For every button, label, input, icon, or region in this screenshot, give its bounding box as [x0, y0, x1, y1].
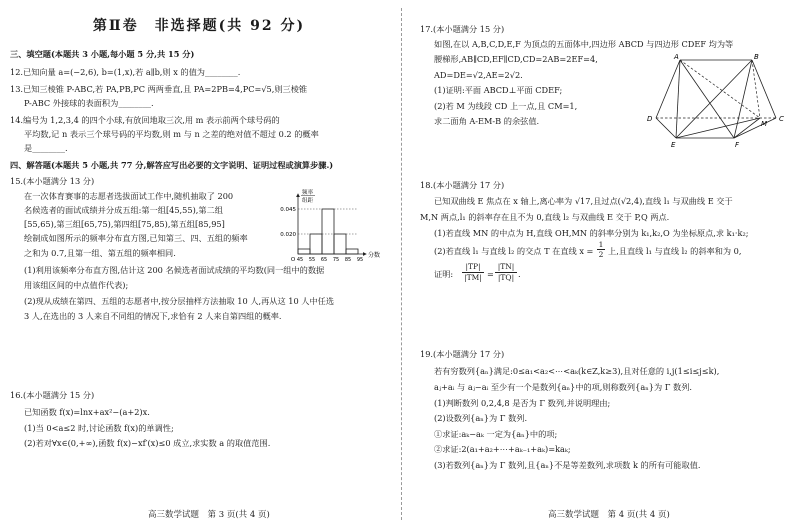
question-17-line6: 求二面角 A-EM-B 的余弦值. [434, 116, 540, 126]
question-15-line5: 之和为 0.7,且第一组、第五组的频率相同. [24, 248, 176, 258]
question-16-header: 16.(本小题满分 15 分) [10, 390, 95, 400]
question-18-line5-end: . [518, 269, 521, 279]
label-E: E [671, 141, 676, 149]
footer-right: 高三数学试题 第 4 页(共 4 页) [548, 510, 670, 520]
question-17-line1: 如图,在以 A,B,C,D,E,F 为顶点的五面体中,四边形 ABCD 与四边形 CDEF 均为等 [434, 39, 734, 49]
question-13-line1: 13.已知三棱锥 P-ABC,若 PA,PB,PC 两两垂直,且 PA=2PB=4,PC=√5,则三棱锥 [10, 84, 308, 94]
page-divider [401, 8, 402, 520]
x-axis-label: 分数 [368, 252, 381, 259]
question-19-line3: (1)判断数列 0,2,4,8 是否为 Γ 数列,并说明理由; [434, 398, 611, 408]
question-17-header: 17.(本小题满分 15 分) [420, 24, 505, 34]
question-18-line4-end: 上,且直线 l₁ 与直线 l₂ 的斜率和为 0, [608, 246, 742, 256]
origin-label: O [290, 257, 296, 263]
frequency-histogram [272, 188, 381, 266]
fraction-denominator: 2 [598, 250, 604, 259]
question-16-line2: (1)当 0<a≤2 时,讨论函数 f(x)的单调性; [24, 423, 174, 433]
question-19-line1: 若有穷数列{aₙ}满足:0≤a₁<a₂<⋯<aₖ(k∈Z,k≥3),且对任意的 i,j(1≤i≤j≤k), [434, 366, 720, 376]
x-tick-label: 65 [320, 257, 328, 263]
fill-in-section-header: 三、填空题(本题共 3 小题,每小题 5 分,共 15 分) [10, 49, 195, 59]
label-M: M [761, 120, 768, 128]
question-19-line5: ①求证:aₖ−aₖ 一定为{aₙ}中的项; [434, 429, 558, 439]
ratio-tn-tq [495, 262, 517, 283]
right-page [408, 0, 800, 528]
ratio-tp: |TP| [462, 262, 484, 273]
ratio-tp-tm [462, 262, 484, 283]
y-tick-label: 0.020 [280, 232, 296, 238]
question-18-header: 18.(本小题满分 17 分) [420, 180, 505, 190]
question-15-line4: 绘制成如图所示的频率分布直方图,已知第三、四、五组的频率 [24, 233, 248, 243]
ratio-tm: |TM| [464, 273, 482, 282]
ratio-tq: |TQ| [497, 273, 515, 282]
question-18-line5-start: 证明: [434, 269, 454, 279]
question-15-line1: 在一次体育赛事的志愿者选拔面试工作中,随机抽取了 200 [24, 191, 234, 201]
fraction-one-half [597, 240, 605, 259]
fraction-numerator: 1 [598, 240, 604, 249]
histogram-bar [310, 234, 322, 254]
question-19-line6: ②求证:2(a₁+a₂+⋯+aₖ₋₁+aₖ)=kaₖ; [434, 444, 571, 454]
question-15-line2: 名候选者的面试成绩并分成五组:第一组[45,55),第二组 [24, 205, 223, 215]
question-17-line2: 腰梯形,AB∥CD,EF∥CD,CD=2AB=2EF=4, [434, 54, 598, 64]
label-D: D [647, 115, 653, 123]
solve-section-header: 四、解答题(本题共 5 小题,共 77 分,解答应写出必要的文字说明、证明过程或演算步骤.) [10, 160, 334, 170]
histogram-bar [322, 209, 334, 254]
question-18-line4-start: (2)若直线 l₁ 与直线 l₂ 的交点 T 在直线 x = [434, 246, 594, 256]
question-15-line8: (2)现从成绩在第四、五组的志愿者中,按分层抽样方法抽取 10 人,再从这 10 人中任选 [24, 296, 335, 306]
ratio-tn: |TN| [495, 262, 517, 273]
question-12: 12.已知向量 a=(−2,6), b=(1,x),若 a∥b,则 x 的值为________. [10, 67, 241, 77]
question-18-line2: M,N 两点,l₁ 的斜率存在且不为 0,直线 l₂ 与双曲线 E 交于 P,Q 两点. [420, 212, 670, 222]
question-17-line3: AD=DE=√2,AE=2√2. [434, 70, 523, 80]
question-17-line5: (2)若 M 为线段 CD 上一点,且 CM=1, [434, 101, 578, 111]
histogram-bar [298, 249, 310, 254]
question-14-line2: 平均数,记 n 表示三个球号码的平均数,则 m 与 n 之差的绝对值不超过 0.2 的概率 [24, 129, 319, 139]
pentahedron-figure [644, 50, 792, 150]
x-tick-label: 95 [356, 257, 364, 263]
question-17-line4: (1)证明:平面 ABCD⊥平面 CDEF; [434, 85, 563, 95]
y-axis-label-bottom: 组距 [302, 198, 314, 204]
x-tick-label: 45 [296, 257, 304, 263]
histogram-bar [334, 234, 346, 254]
y-axis-label-top: 频率 [302, 190, 314, 196]
question-15-line9: 3 人,在选出的 3 人来自不同组的情况下,求恰有 2 人来自第四组的概率. [24, 311, 282, 321]
question-13-line2: P-ABC 外接球的表面积为________. [24, 98, 154, 108]
left-page [0, 0, 398, 528]
question-19-header: 19.(本小题满分 17 分) [420, 349, 505, 359]
question-19-line7: (3)若数列{aₙ}为 Γ 数列,且{aₙ}不是等差数列,求项数 k 的所有可能取值. [434, 460, 701, 470]
label-B: B [754, 53, 759, 61]
x-tick-label: 75 [332, 257, 340, 263]
question-19-line4: (2)设数列{aₙ}为 Γ 数列. [434, 413, 528, 423]
question-14-line1: 14.编号为 1,2,3,4 的四个小球,有放回地取三次,用 m 表示前两个球号码的 [10, 115, 280, 125]
question-15-line3: [55,65),第三组[65,75),第四组[75,85),第五组[85,95] [24, 219, 225, 229]
question-19-line2: aⱼ+aᵢ 与 aⱼ−aᵢ 至少有一个是数列{aₙ}中的项,则称数列{aₙ}为 Γ 数列. [434, 382, 693, 392]
question-15-line7: 用该组区间的中点值作代表); [24, 280, 129, 290]
question-16-line1: 已知函数 f(x)=lnx+ax²−(a+2)x. [24, 407, 150, 417]
question-15-header: 15.(本小题满分 13 分) [10, 176, 95, 186]
label-A: A [674, 53, 679, 61]
ratio-equals: = [487, 269, 494, 279]
histogram-bar [346, 249, 358, 254]
question-14-line3: 是________. [24, 143, 68, 153]
question-18-line1: 已知双曲线 E 焦点在 x 轴上,离心率为 √17,且过点(√2,4),直线 l₁ 与双曲线 E 交于 [434, 196, 733, 206]
y-tick-label: 0.045 [280, 207, 296, 213]
x-tick-label: 85 [344, 257, 352, 263]
question-16-line3: (2)若对∀x∈(0,+∞),函数 f(x)−xf′(x)≤0 成立,求实数 a 的取值范围. [24, 438, 271, 448]
section-title: 第Ⅱ卷 非选择题(共 92 分) [92, 18, 306, 34]
x-tick-label: 55 [308, 257, 316, 263]
question-15-line6: (1)利用该频率分布直方图,估计这 200 名候选者面试成绩的平均数(同一组中的数据 [24, 265, 325, 275]
label-F: F [735, 141, 740, 149]
question-18-line3: (1)若直线 MN 的中点为 H,直线 OH,MN 的斜率分别为 k₁,k₂,O 为坐标原点,求 k₁·k₂; [434, 228, 749, 238]
label-C: C [779, 115, 784, 123]
footer-left: 高三数学试题 第 3 页(共 4 页) [148, 510, 270, 520]
